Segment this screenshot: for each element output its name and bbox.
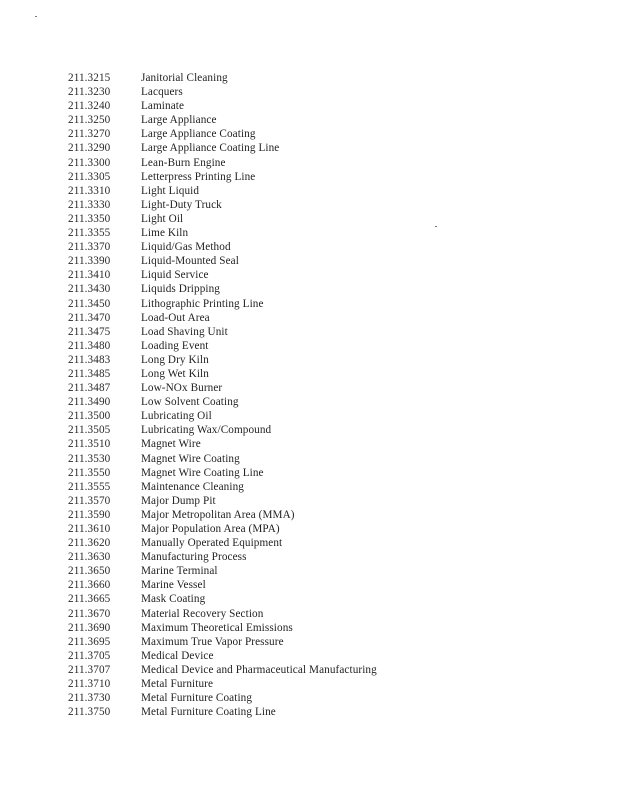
definition-row <box>68 141 428 155</box>
section-number: 211.3330 <box>68 198 111 211</box>
section-number: 211.3695 <box>68 635 111 648</box>
section-number: 211.3370 <box>68 241 111 254</box>
definition-row <box>68 381 428 395</box>
defined-term: Loading Event <box>141 339 209 352</box>
definition-row <box>68 212 428 226</box>
defined-term: Light Liquid <box>141 184 200 197</box>
definition-row <box>68 395 428 409</box>
definition-list <box>68 71 428 719</box>
section-number: 211.3530 <box>68 452 111 465</box>
defined-term: Magnet Wire Coating Line <box>141 466 264 479</box>
section-number: 211.3710 <box>68 678 111 691</box>
section-number: 211.3570 <box>68 494 111 507</box>
section-number: 211.3510 <box>68 438 111 451</box>
defined-term: Metal Furniture Coating Line <box>141 706 276 719</box>
definition-row <box>68 170 428 184</box>
definition-row <box>68 85 428 99</box>
section-number: 211.3240 <box>68 100 111 113</box>
defined-term: Major Metropolitan Area (MMA) <box>141 508 295 521</box>
definition-row <box>68 127 428 141</box>
defined-term: Letterpress Printing Line <box>141 170 256 183</box>
defined-term: Manually Operated Equipment <box>141 537 283 550</box>
definition-row <box>68 466 428 480</box>
section-number: 211.3610 <box>68 523 111 535</box>
defined-term: Manufacturing Process <box>141 551 247 564</box>
section-number: 211.3730 <box>68 692 111 705</box>
definition-row <box>68 522 428 536</box>
defined-term: Light Oil <box>141 212 184 225</box>
definition-row <box>68 297 428 311</box>
section-number: 211.3290 <box>68 142 111 155</box>
defined-term: Large Appliance <box>141 114 217 127</box>
defined-term: Lean-Burn Engine <box>141 156 226 169</box>
section-number: 211.3620 <box>68 537 111 550</box>
definition-row <box>68 409 428 423</box>
section-number: 211.3350 <box>68 212 111 225</box>
definition-row <box>68 423 428 437</box>
defined-term: Magnet Wire Coating <box>141 452 240 465</box>
section-number: 211.3310 <box>68 184 111 197</box>
defined-term: Lithographic Printing Line <box>141 297 264 310</box>
section-number: 211.3650 <box>68 565 111 578</box>
defined-term: Major Population Area (MPA) <box>141 523 280 535</box>
defined-term: Liquid-Mounted Seal <box>141 255 239 268</box>
definition-row <box>68 663 428 677</box>
defined-term: Lubricating Oil <box>141 410 212 423</box>
section-number: 211.3355 <box>68 227 111 240</box>
section-number: 211.3705 <box>68 649 111 662</box>
defined-term: Major Dump Pit <box>141 494 216 507</box>
section-number: 211.3305 <box>68 170 111 183</box>
defined-term: Large Appliance Coating Line <box>141 142 280 155</box>
section-number: 211.3475 <box>68 325 111 338</box>
scan-speck <box>35 16 37 17</box>
defined-term: Material Recovery Section <box>141 607 264 620</box>
defined-term: Medical Device <box>141 649 214 662</box>
definition-row <box>68 226 428 240</box>
definition-row <box>68 198 428 212</box>
defined-term: Maintenance Cleaning <box>141 480 244 493</box>
defined-term: Metal Furniture Coating <box>141 692 253 705</box>
defined-term: Metal Furniture <box>141 678 214 691</box>
definition-row <box>68 564 428 578</box>
defined-term: Load Shaving Unit <box>141 325 228 338</box>
section-number: 211.3487 <box>68 382 111 395</box>
definition-row <box>68 649 428 663</box>
defined-term: Medical Device and Pharmaceutical Manufacturing <box>141 663 377 676</box>
defined-term: Light-Duty Truck <box>141 198 222 211</box>
section-number: 211.3630 <box>68 551 111 564</box>
defined-term: Liquid/Gas Method <box>141 241 231 254</box>
section-number: 211.3270 <box>68 128 111 141</box>
section-number: 211.3410 <box>68 269 111 282</box>
definition-row <box>68 607 428 621</box>
section-number: 211.3485 <box>68 367 111 380</box>
section-number: 211.3555 <box>68 480 111 493</box>
definition-row <box>68 99 428 113</box>
section-number: 211.3450 <box>68 297 111 310</box>
section-number: 211.3480 <box>68 339 111 352</box>
section-number: 211.3490 <box>68 396 111 409</box>
defined-term: Low Solvent Coating <box>141 396 239 409</box>
definition-row <box>68 480 428 494</box>
section-number: 211.3230 <box>68 86 111 99</box>
definition-row <box>68 621 428 635</box>
defined-term: Low-NOx Burner <box>141 382 223 395</box>
defined-term: Lacquers <box>141 86 183 99</box>
definition-row <box>68 339 428 353</box>
definition-row <box>68 437 428 451</box>
definition-row <box>68 536 428 550</box>
defined-term: Liquid Service <box>141 269 209 282</box>
section-number: 211.3300 <box>68 156 111 169</box>
definition-row <box>68 240 428 254</box>
section-number: 211.3483 <box>68 353 111 366</box>
definition-row <box>68 353 428 367</box>
defined-term: Long Wet Kiln <box>141 367 209 380</box>
defined-term: Load-Out Area <box>141 311 210 324</box>
definition-row <box>68 705 428 719</box>
defined-term: Mask Coating <box>141 593 206 606</box>
defined-term: Maximum Theoretical Emissions <box>141 621 293 634</box>
defined-term: Marine Terminal <box>141 565 218 578</box>
definition-row <box>68 452 428 466</box>
section-number: 211.3660 <box>68 579 111 592</box>
section-number: 211.3470 <box>68 311 111 324</box>
definition-row <box>68 268 428 282</box>
defined-term: Magnet Wire <box>141 438 201 451</box>
section-number: 211.3665 <box>68 593 111 606</box>
definition-row <box>68 508 428 522</box>
definition-row <box>68 578 428 592</box>
definition-row <box>68 325 428 339</box>
definition-row <box>68 691 428 705</box>
definition-row <box>68 677 428 691</box>
definition-row <box>68 367 428 381</box>
defined-term: Long Dry Kiln <box>141 353 209 366</box>
defined-term: Laminate <box>141 100 185 113</box>
definition-row <box>68 635 428 649</box>
defined-term: Maximum True Vapor Pressure <box>141 635 284 648</box>
scan-speck <box>435 226 437 227</box>
section-number: 211.3215 <box>68 72 111 84</box>
defined-term: Liquids Dripping <box>141 283 220 296</box>
definition-row <box>68 71 428 85</box>
section-number: 211.3430 <box>68 283 111 296</box>
definition-row <box>68 254 428 268</box>
section-number: 211.3590 <box>68 508 111 521</box>
definition-row <box>68 184 428 198</box>
section-number: 211.3670 <box>68 607 111 620</box>
defined-term: Marine Vessel <box>141 579 206 592</box>
definition-row <box>68 113 428 127</box>
section-number: 211.3690 <box>68 621 111 634</box>
section-number: 211.3707 <box>68 663 111 676</box>
defined-term: Lime Kiln <box>141 227 189 240</box>
definition-row <box>68 494 428 508</box>
definition-row <box>68 311 428 325</box>
section-number: 211.3250 <box>68 114 111 127</box>
definition-row <box>68 592 428 606</box>
definition-row <box>68 156 428 170</box>
section-number: 211.3500 <box>68 410 111 423</box>
defined-term: Janitorial Cleaning <box>141 72 228 84</box>
section-number: 211.3505 <box>68 424 111 437</box>
definition-row <box>68 550 428 564</box>
defined-term: Large Appliance Coating <box>141 128 256 141</box>
section-number: 211.3390 <box>68 255 111 268</box>
defined-term: Lubricating Wax/Compound <box>141 424 272 437</box>
section-number: 211.3550 <box>68 466 111 479</box>
definition-row <box>68 282 428 296</box>
section-number: 211.3750 <box>68 706 111 719</box>
